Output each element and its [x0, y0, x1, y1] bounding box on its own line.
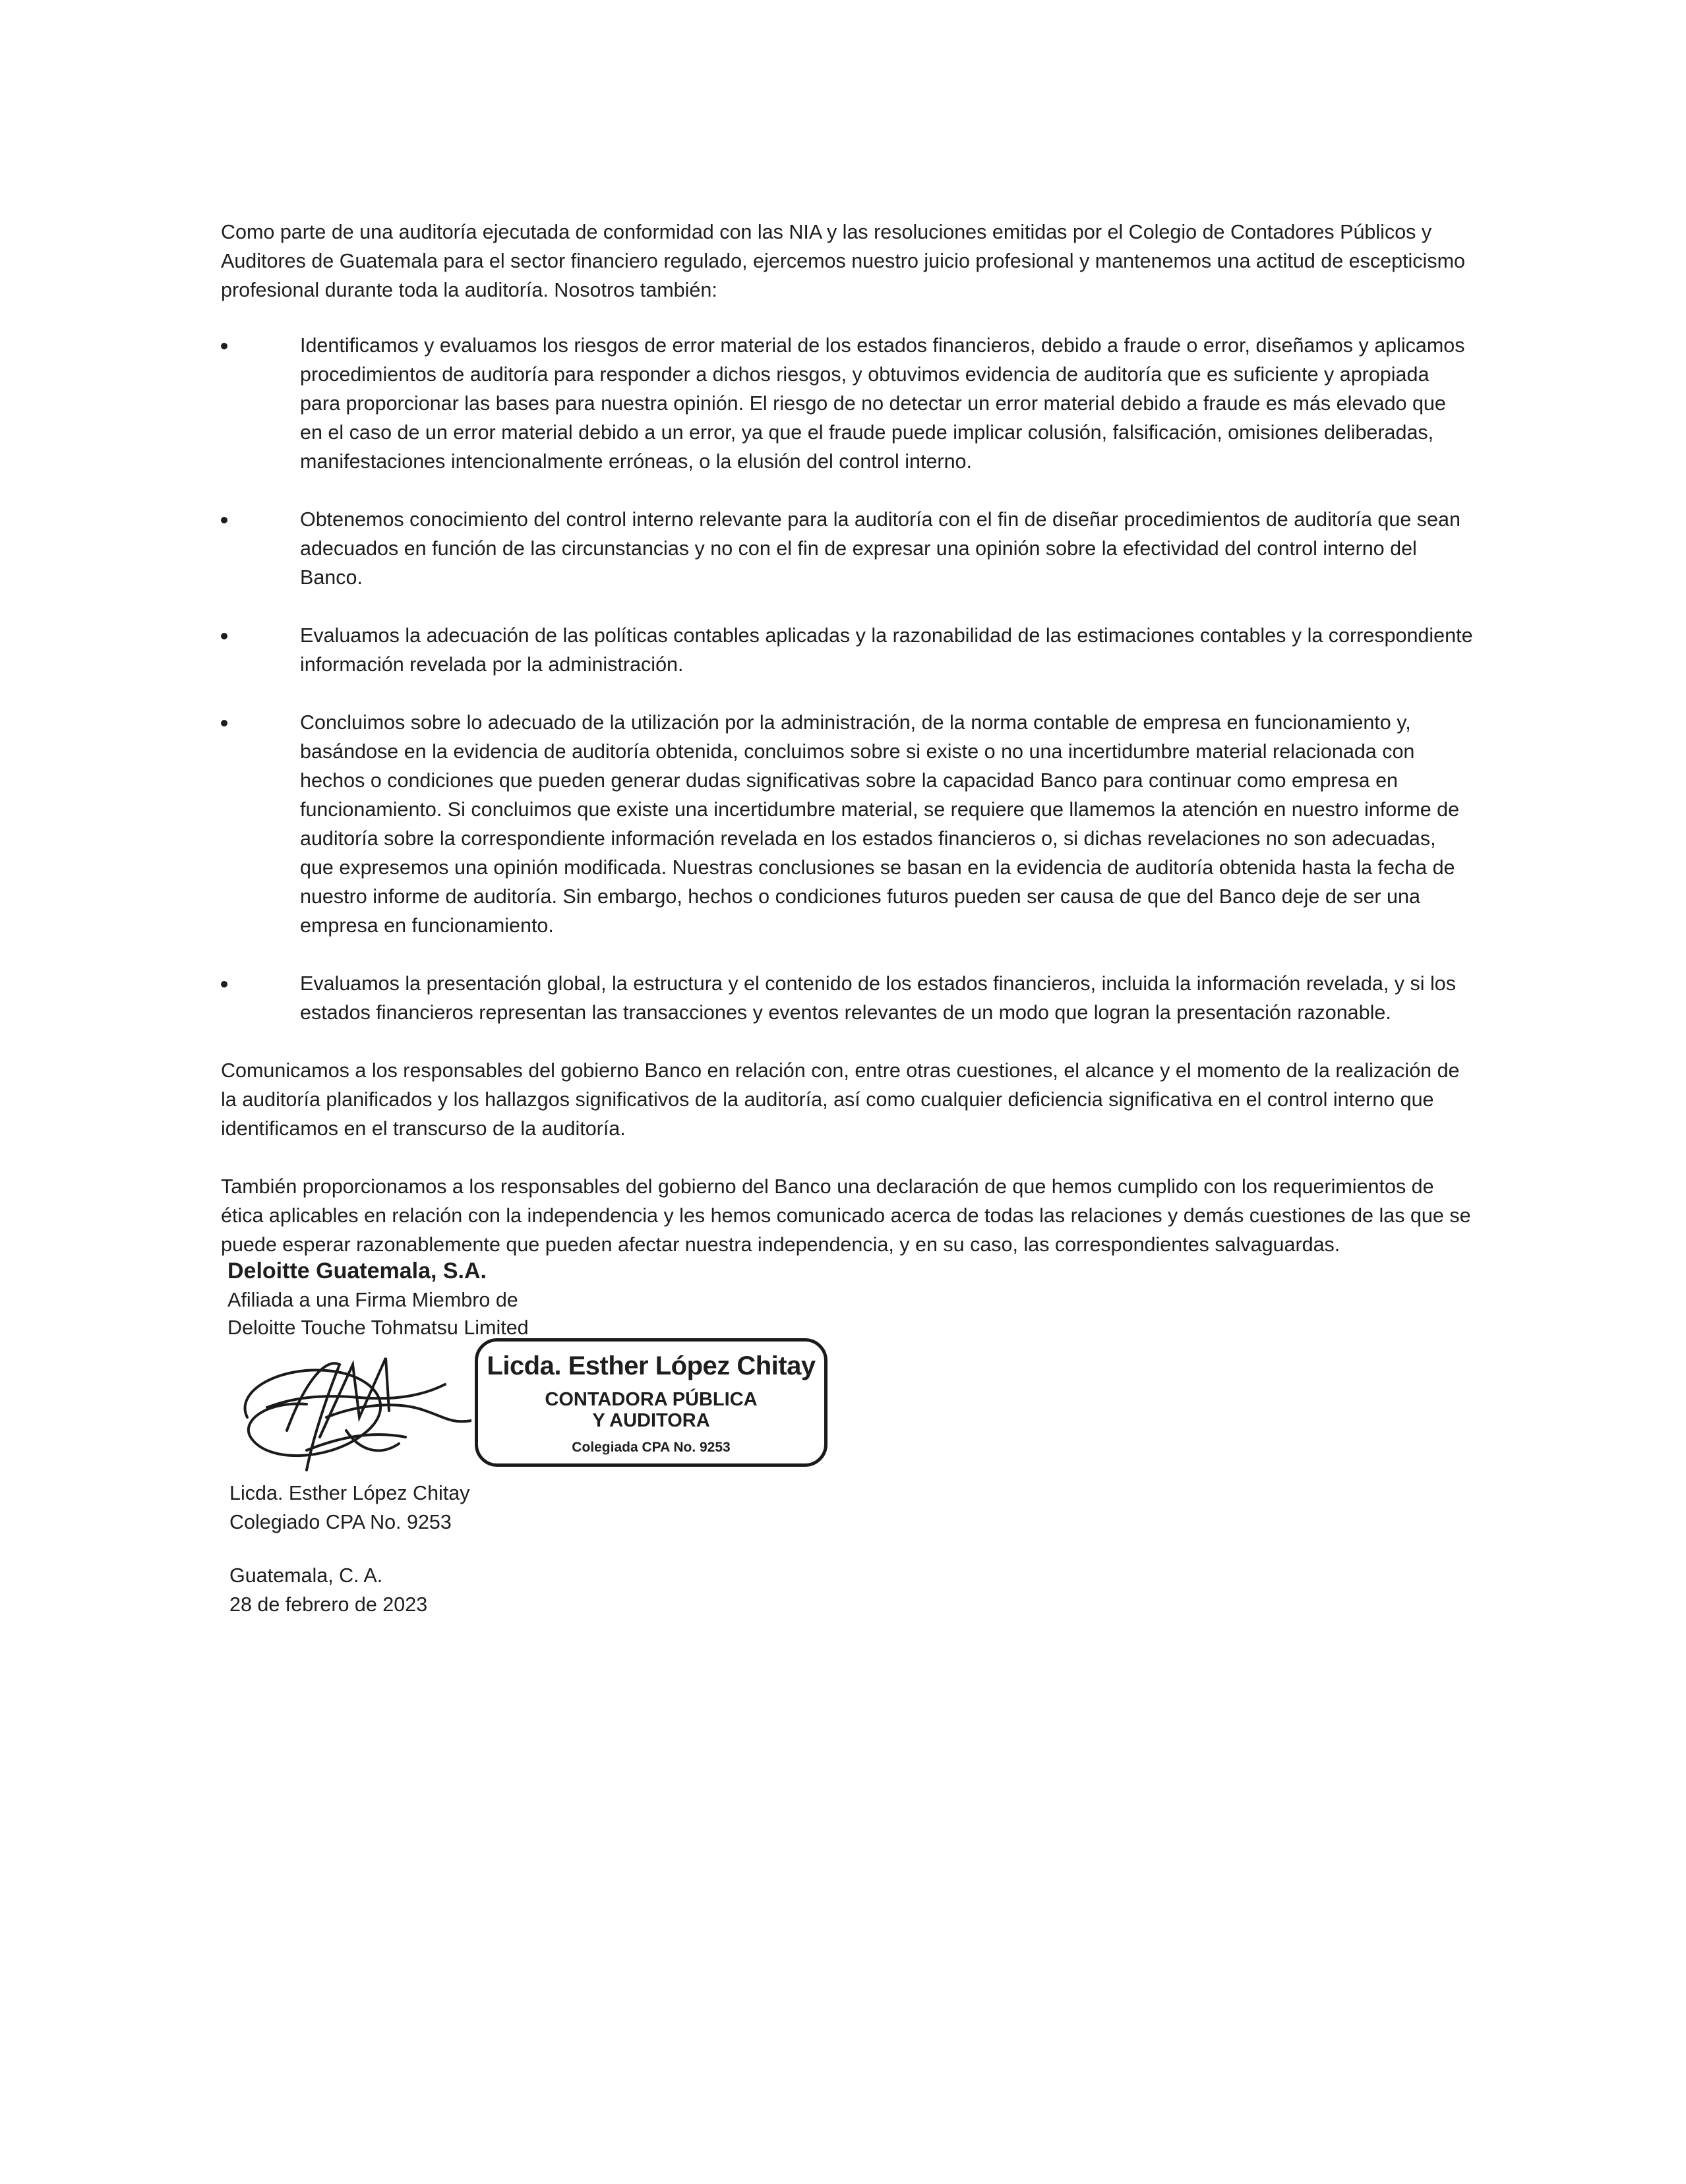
list-item-text: Obtenemos conocimiento del control interno relevante para la auditoría con el fin de diseñar procedimientos de auditoría que sean adecuados en función de las circunstancias y no con el fin de expresar una opinión sobre la efectividad del control interno del Banco. — [300, 508, 1460, 589]
place-date-block — [229, 1561, 757, 1619]
communication-paragraph: Comunicamos a los responsables del gobierno Banco en relación con, entre otras cuestiones, el alcance y el momento de la realización de la auditoría planificados y los hallazgos significativos de la auditoría, así como cualquier deficiencia significativa en el control interno que identificamos en el transcurso de la auditoría. — [221, 1059, 1460, 1140]
firm-name: Deloitte Guatemala, S.A. — [227, 1258, 487, 1284]
procedures-list — [221, 331, 1474, 1027]
list-item — [221, 708, 1474, 940]
stamp-title: CONTADORA PÚBLICA — [545, 1389, 758, 1410]
signer-block — [229, 1479, 757, 1537]
list-item-text: Evaluamos la presentación global, la estructura y el contenido de los estados financieros, incluida la información revelada, y si los estados financieros representan las transacciones y eventos relevantes de un modo que logran la presentación razonable. — [300, 972, 1457, 1024]
bullet-icon — [221, 633, 227, 639]
firm-affiliation-line: Afiliada a una Firma Miembro de — [227, 1289, 518, 1311]
stamp-registration: Colegiada CPA No. 9253 — [572, 1440, 731, 1455]
document-body — [221, 218, 1474, 1288]
bullet-icon — [221, 343, 227, 349]
list-item — [221, 621, 1474, 679]
stamp-title-2: Y AUDITORA — [592, 1410, 710, 1431]
stamp-name: Licda. Esther López Chitay — [487, 1351, 816, 1380]
list-item-text: Concluimos sobre lo adecuado de la utilización por la administración, de la norma contable de empresa en funcionamiento y, basándose en la evidencia de auditoría obtenida, concluimos sobre si existe o no una incertidumbre material relacionada con hechos o condiciones que pueden generar dudas significativas sobre la capacidad Banco para continuar como empresa en funcionamiento. Si concluimos que existe una incertidumbre material, se requiere que llamemos la atención en nuestro informe de auditoría sobre la correspondiente información revelada en los estados financieros o, si dichas revelaciones no son adecuadas, que expresemos una opinión modificada. Nuestras conclusiones se basan en la evidencia de auditoría obtenida hasta la fecha de nuestro informe de auditoría. Sin embargo, hechos o condiciones futuros pueden ser causa de que del Banco deje de ser una empresa en funcionamiento. — [300, 711, 1460, 937]
date: 28 de febrero de 2023 — [229, 1593, 428, 1616]
intro-paragraph: Como parte de una auditoría ejecutada de conformidad con las NIA y las resoluciones emitidas por el Colegio de Contadores Públicos y Auditores de Guatemala para el sector financiero regulado, ejercemos nuestro juicio profesional y mantenemos una actitud de escepticismo profesional durante toda la auditoría. Nosotros también: — [221, 221, 1465, 301]
independence-paragraph: También proporcionamos a los responsables del gobierno del Banco una declaración de que hemos cumplido con los requerimientos de ética aplicables en relación con la independencia y les hemos comunicado acerca de todas las relaciones y demás cuestiones de las que se puede esperar razonablemente que pueden afectar nuestra independencia, y en su caso, las correspondientes salvaguardas. — [221, 1175, 1471, 1256]
firm-network-line: Deloitte Touche Tohmatsu Limited — [227, 1316, 529, 1339]
bullet-icon — [221, 720, 227, 726]
list-item — [221, 331, 1474, 476]
place: Guatemala, C. A. — [229, 1564, 383, 1587]
firm-block — [227, 1256, 887, 1342]
signer-registration: Colegiado CPA No. 9253 — [229, 1511, 452, 1533]
list-item-text: Evaluamos la adecuación de las políticas contables aplicadas y la razonabilidad de las estimaciones contables y la correspondiente información revelada por la administración. — [300, 624, 1473, 676]
signer-name: Licda. Esther López Chitay — [229, 1482, 470, 1504]
list-item — [221, 505, 1474, 592]
list-item — [221, 969, 1474, 1027]
bullet-icon — [221, 981, 227, 988]
handwritten-signature — [227, 1338, 471, 1483]
bullet-icon — [221, 517, 227, 523]
cpa-stamp — [475, 1338, 828, 1467]
list-item-text: Identificamos y evaluamos los riesgos de error material de los estados financieros, debido a fraude o error, diseñamos y aplicamos procedimientos de auditoría para responder a dichos riesgos, y obtuvimos evidencia de auditoría que es suficiente y apropiada para proporcionar las bases para nuestra opinión. El riesgo de no detectar un error material debido a fraude es más elevado que en el caso de un error material debido a un error, ya que el fraude puede implicar colusión, falsificación, omisiones deliberadas, manifestaciones intencionalmente erróneas, o la elusión del control interno. — [300, 334, 1465, 473]
